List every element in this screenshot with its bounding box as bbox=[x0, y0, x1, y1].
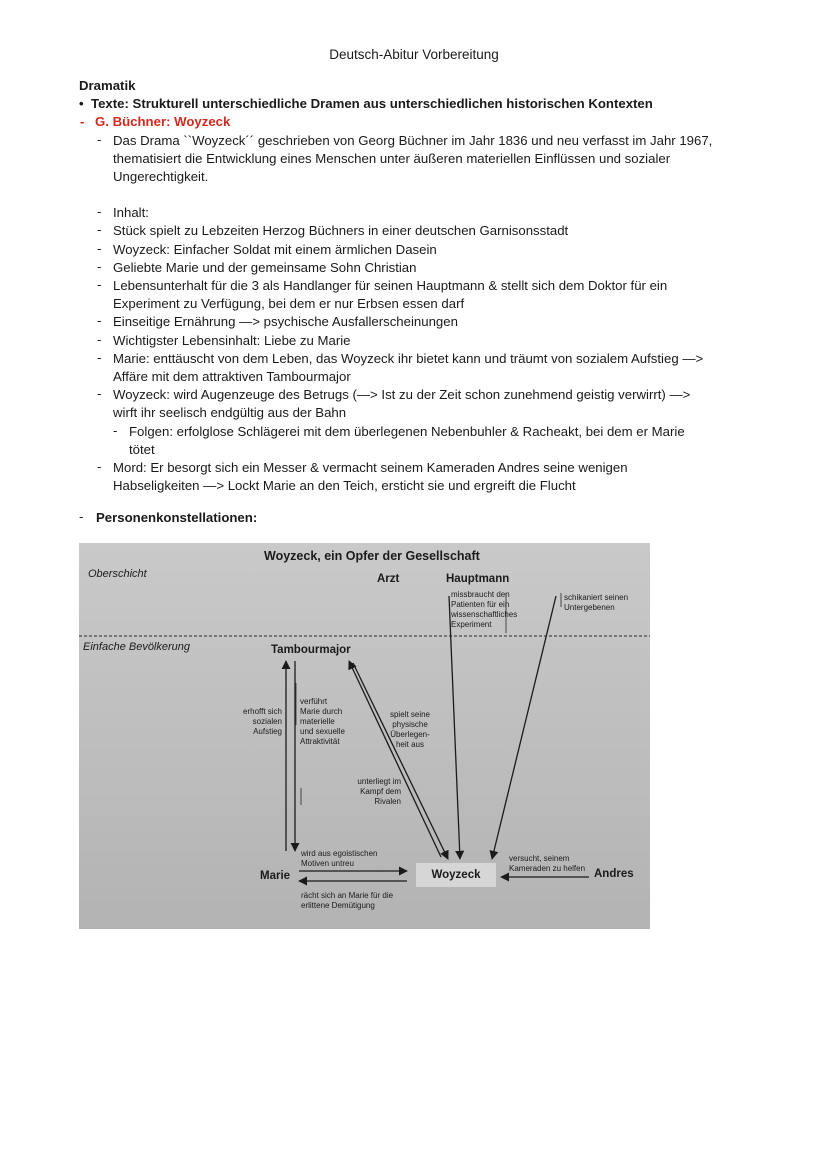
note-spielt: spielt seine physische Überlegen- heit aus bbox=[389, 710, 431, 749]
list-item: - Stück spielt zu Lebzeiten Herzog Büchners in einer deutschen Garnisonsstadt bbox=[79, 222, 759, 240]
list-item-nested bbox=[79, 423, 759, 459]
list-item: - Inhalt: bbox=[79, 204, 759, 222]
list-item bbox=[79, 459, 759, 495]
list-item bbox=[79, 277, 759, 313]
list-item-line: - Marie: enttäuscht von dem Leben, das Woyzeck ihr bietet kann und träumt von sozialem Aufstieg —> bbox=[113, 350, 704, 366]
note-untreu: wird aus egoistischen Motiven untreu bbox=[301, 849, 378, 868]
main-bullet bbox=[79, 95, 759, 113]
label-einfache-bevoelkerung: Einfache Bevölkerung bbox=[83, 641, 191, 653]
list-item-line: tötet bbox=[129, 441, 155, 457]
note-unterliegt: unterliegt im Kampf dem Rivalen bbox=[357, 777, 401, 806]
work-heading: - G. Büchner: Woyzeck bbox=[79, 113, 759, 131]
note-raecht: rächt sich an Marie für die erlittene Demütigung bbox=[301, 891, 394, 910]
note-andres: versucht, seinem Kameraden zu helfen bbox=[509, 854, 586, 873]
node-arzt: Arzt bbox=[377, 573, 400, 585]
list-item: - Geliebte Marie und der gemeinsame Sohn Christian bbox=[79, 259, 759, 277]
list-item-line: Experiment zu Verfügung, bei dem er nur Erbsen essen darf bbox=[113, 296, 465, 312]
character-diagram bbox=[79, 543, 650, 929]
list-item: - Woyzeck: Einfacher Soldat mit einem ärmlichen Dasein bbox=[79, 241, 759, 259]
list-item: - Wichtigster Lebensinhalt: Liebe zu Marie bbox=[79, 332, 759, 350]
page-title: Deutsch-Abitur Vorbereitung bbox=[329, 47, 499, 62]
intro-line-2: thematisiert die Entwicklung eines Menschen unter äußeren materiellen Einflüssen und sozialer bbox=[113, 150, 671, 166]
list-item-line: - Mord: Er besorgt sich ein Messer & vermacht seinem Kameraden Andres seine wenigen bbox=[113, 460, 628, 476]
node-woyzeck: Woyzeck bbox=[416, 863, 496, 887]
list-item-line: wirft ihr seelisch endgültig aus der Bahn bbox=[113, 405, 347, 421]
note-schikaniert: schikaniert seinen Untergebenen bbox=[564, 593, 629, 612]
node-hauptmann: Hauptmann bbox=[446, 573, 510, 585]
arrow-hauptmann-woyzeck bbox=[449, 596, 460, 859]
list-item bbox=[79, 386, 759, 422]
list-item-line: Habseligkeiten —> Lockt Marie an den Teich, ersticht sie und ergreift die Flucht bbox=[113, 478, 576, 494]
section-title: Dramatik bbox=[79, 78, 136, 93]
list-item-line: - Folgen: erfolglose Schlägerei mit dem überlegenen Nebenbuhler & Racheakt, bei dem er Marie bbox=[129, 423, 685, 439]
intro-line-3: Ungerechtigkeit. bbox=[113, 169, 209, 185]
note-verfuehrt: verführt Marie durch materielle und sexuelle Attraktivität bbox=[300, 697, 345, 746]
list-item: - Einseitige Ernährung —> psychische Ausfallerscheinungen bbox=[79, 313, 759, 331]
arrow-tambourmajor-woyzeck bbox=[353, 663, 448, 859]
label-oberschicht: Oberschicht bbox=[88, 568, 147, 580]
main-bullet-text: Texte: Strukturell unterschiedliche Dramen aus unterschiedlichen historischen Kontexten bbox=[91, 96, 653, 112]
bullet-dot-icon: • bbox=[79, 96, 84, 112]
persons-heading: - Personenkonstellationen: bbox=[79, 509, 759, 527]
list-item bbox=[79, 350, 759, 386]
arrow-woyzeck-tambourmajor bbox=[349, 661, 441, 857]
list-item-line: - Woyzeck: wird Augenzeuge des Betrugs (—> Ist zu der Zeit schon zunehmend geistig verwirrt) —> bbox=[113, 387, 691, 403]
list-item-intro bbox=[79, 132, 759, 187]
note-erhofft: erhofft sich sozialen Aufstieg bbox=[243, 707, 282, 736]
node-andres: Andres bbox=[594, 868, 634, 880]
note-missbraucht: missbraucht den Patienten für ein wissenschaftliches Experiment bbox=[451, 590, 518, 629]
node-marie: Marie bbox=[260, 870, 291, 882]
list-item-line: Affäre mit dem attraktiven Tambourmajor bbox=[113, 369, 351, 385]
diagram-title: Woyzeck, ein Opfer der Gesellschaft bbox=[264, 549, 480, 563]
document-body bbox=[79, 77, 759, 528]
intro-line-1: - Das Drama ``Woyzeck´´ geschrieben von Georg Büchner im Jahr 1836 und neu verfasst im Jahr 1967, bbox=[113, 132, 713, 148]
arrow-hauptmann-woyzeck-2 bbox=[492, 596, 556, 859]
node-tambourmajor: Tambourmajor bbox=[271, 644, 351, 656]
list-item-line: - Lebensunterhalt für die 3 als Handlanger für seinen Hauptmann & stellt sich dem Doktor für ein bbox=[113, 278, 668, 294]
